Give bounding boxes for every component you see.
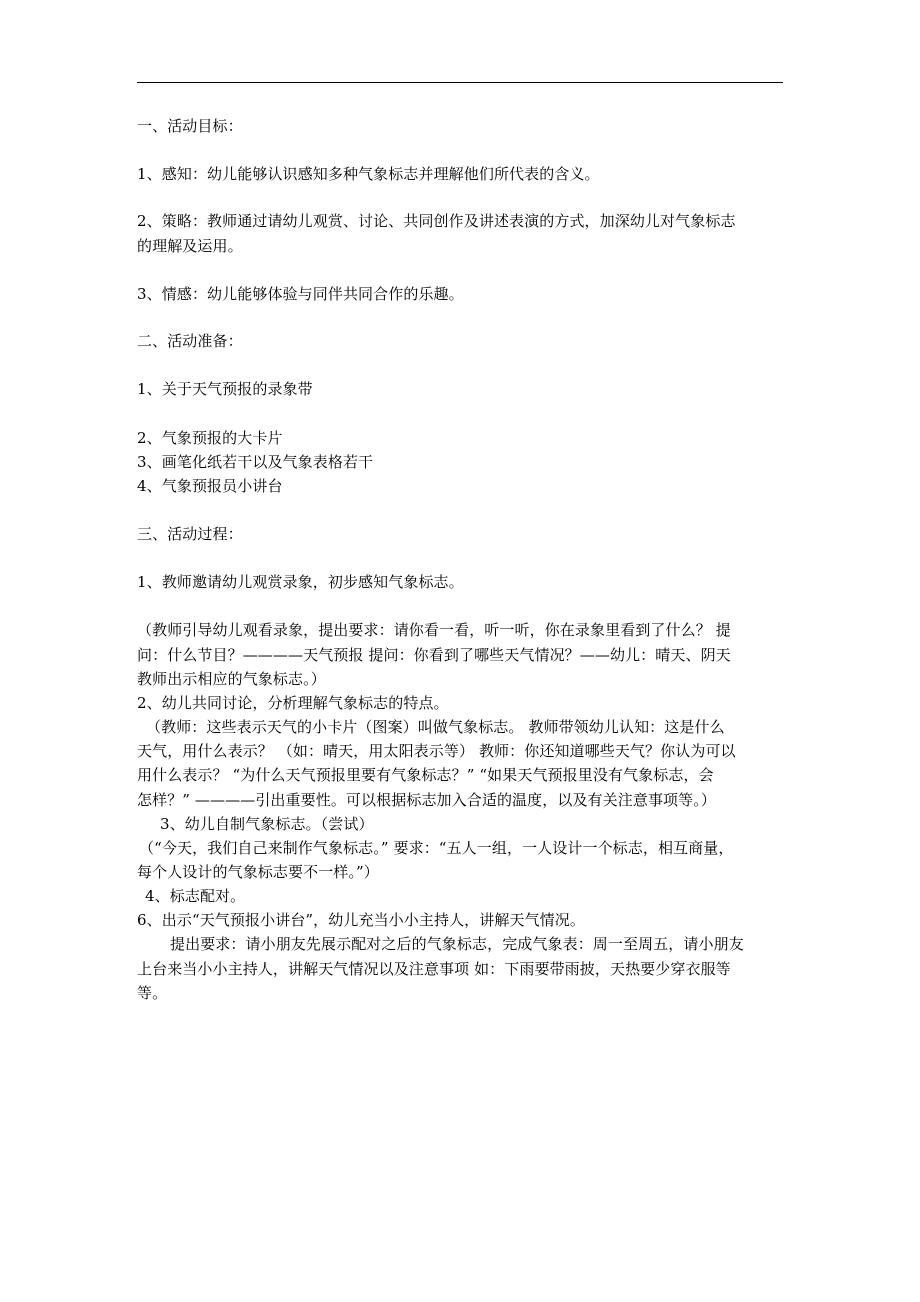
process-step-1-note-a: （教师引导幼儿观看录象，提出要求：请你看一看，听一听，你在录象里看到了什么？ 提 xyxy=(137,621,731,639)
process-step-6-note-b: 上台来当小小主持人，讲解天气情况以及注意事项 如：下雨要带雨披，天热要少穿衣服等 xyxy=(137,960,731,978)
process-step-1: 1、教师邀请幼儿观赏录象，初步感知气象标志。 xyxy=(137,573,464,591)
process-step-3-note-a: （“今天，我们自己来制作气象标志。” 要求：“五人一组，一人设计一个标志，相互商量， xyxy=(139,839,734,857)
process-step-6-note-c: 等。 xyxy=(137,984,168,1002)
process-step-3: 3、幼儿自制气象标志。（尝试） xyxy=(160,815,374,833)
goal-item-3: 3、情感：幼儿能够体验与同伴共同合作的乐趣。 xyxy=(137,285,464,303)
prep-item-1: 1、关于天气预报的录象带 xyxy=(137,380,313,398)
prep-item-2: 2、气象预报的大卡片 xyxy=(137,429,283,447)
process-step-2-note-b: 天气，用什么表示？ （如：晴天，用太阳表示等） 教师：你还知道哪些天气？你认为可以 xyxy=(137,742,736,760)
process-step-2: 2、幼儿共同讨论，分析理解气象标志的特点。 xyxy=(137,694,449,712)
process-step-1-note-b: 问：什么节目？————天气预报 提问：你看到了哪些天气情况？——幼儿：晴天、阴天 xyxy=(137,646,731,664)
section-heading-preparation: 二、活动准备： xyxy=(137,332,243,350)
process-step-4: 4、标志配对。 xyxy=(145,887,246,905)
process-step-6: 6、出示“天气预报小讲台”，幼儿充当小小主持人，讲解天气情况。 xyxy=(137,911,585,929)
prep-item-4: 4、气象预报员小讲台 xyxy=(137,477,283,495)
process-step-1-note-c: 教师出示相应的气象标志。） xyxy=(137,670,326,688)
process-step-2-note-c: 用什么表示？ “为什么天气预报里要有气象标志？” “如果天气预报里没有气象标志，会 xyxy=(137,766,714,784)
section-heading-goals: 一、活动目标： xyxy=(137,117,243,135)
header-rule xyxy=(137,82,783,83)
process-step-6-note-a: 提出要求：请小朋友先展示配对之后的气象标志，完成气象表：周一至周五，请小朋友 xyxy=(170,935,744,953)
goal-item-2: 2、策略：教师通过请幼儿观赏、讨论、共同创作及讲述表演的方式，加深幼儿对气象标志 xyxy=(137,212,736,230)
section-heading-process: 三、活动过程： xyxy=(137,525,243,543)
goal-item-2-continued: 的理解及运用。 xyxy=(137,237,243,255)
process-step-2-note-d: 怎样？” ————引出重要性。可以根据标志加入合适的温度，以及有关注意事项等。） xyxy=(137,791,716,809)
prep-item-3: 3、画笔化纸若干以及气象表格若干 xyxy=(137,453,374,471)
goal-item-1: 1、感知：幼儿能够认识感知多种气象标志并理解他们所代表的含义。 xyxy=(137,165,600,183)
process-step-3-note-b: 每个人设计的气象标志要不一样。”） xyxy=(137,863,379,881)
process-step-2-note-a: （教师：这些表示天气的小卡片（图案）叫做气象标志。 教师带领幼儿认知：这是什么 xyxy=(146,718,725,736)
